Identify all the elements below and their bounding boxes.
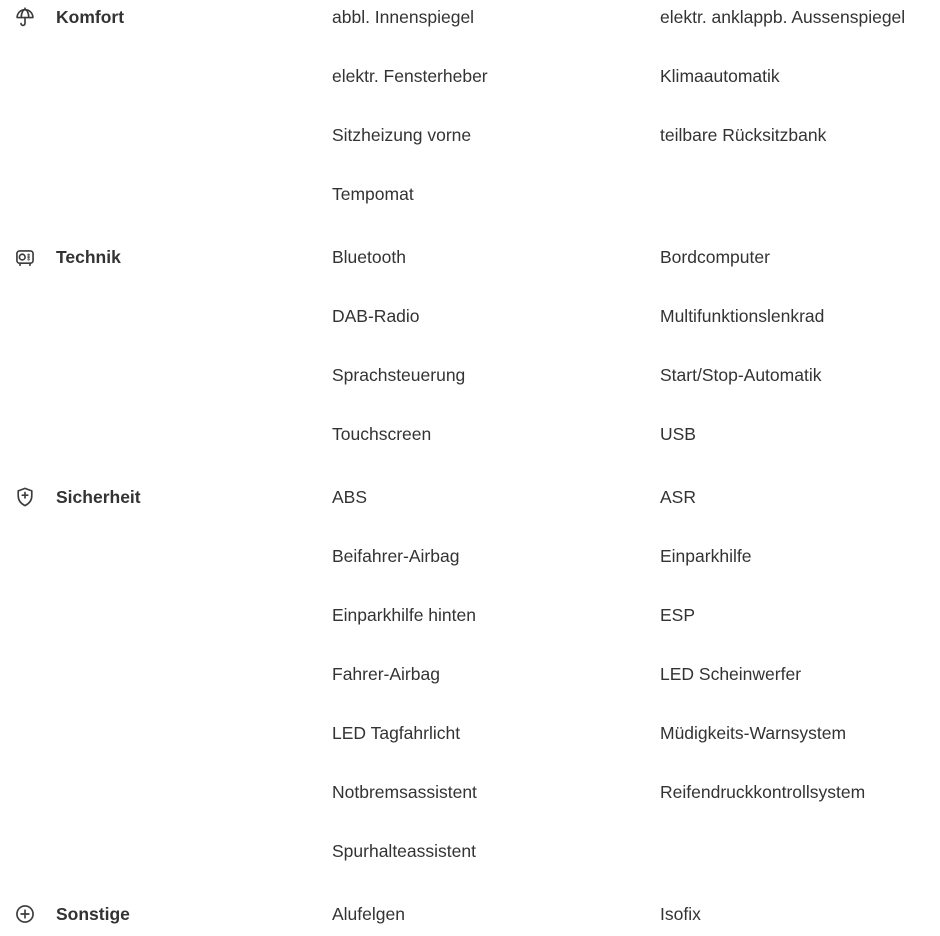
equipment-section-sonstige — [14, 902, 940, 926]
equipment-section-technik — [14, 245, 940, 446]
equipment-item: Start/Stop-Automatik — [660, 365, 822, 385]
equipment-item: Bordcomputer — [660, 247, 770, 267]
equipment-item: Bluetooth — [332, 247, 406, 267]
equipment-item: ESP — [660, 605, 696, 625]
radio-icon — [14, 245, 56, 268]
equipment-item: DAB-Radio — [332, 306, 420, 326]
equipment-section-sicherheit — [14, 485, 940, 863]
circle-plus-icon — [14, 902, 56, 925]
equipment-item: Klimaautomatik — [660, 66, 780, 86]
equipment-items-sicherheit — [332, 485, 940, 863]
equipment-item: LED Scheinwerfer — [660, 664, 802, 684]
category-title-komfort: Komfort — [56, 7, 125, 27]
equipment-item: Touchscreen — [332, 424, 432, 444]
equipment-item: LED Tagfahrlicht — [332, 723, 461, 743]
equipment-item: USB — [660, 424, 696, 444]
category-title-sonstige: Sonstige — [56, 904, 130, 924]
equipment-items-sonstige — [332, 902, 940, 926]
equipment-item: Multifunktionslenkrad — [660, 306, 825, 326]
equipment-item: elektr. anklappb. Aussenspiegel — [660, 7, 906, 27]
equipment-item: Isofix — [660, 904, 701, 924]
equipment-item: Spurhalteassistent — [332, 841, 476, 861]
equipment-item: ASR — [660, 487, 696, 507]
equipment-item: Sitzheizung vorne — [332, 125, 472, 145]
equipment-item: Sprachsteuerung — [332, 365, 466, 385]
equipment-item: Beifahrer-Airbag — [332, 546, 460, 566]
equipment-item: abbl. Innenspiegel — [332, 7, 475, 27]
umbrella-icon — [14, 5, 56, 28]
equipment-item: Notbremsassistent — [332, 782, 477, 802]
equipment-item: Alufelgen — [332, 904, 405, 924]
equipment-items-komfort — [332, 5, 940, 206]
equipment-item: teilbare Rücksitzbank — [660, 125, 827, 145]
shield-plus-icon — [14, 485, 56, 508]
equipment-item: Müdigkeits-Warnsystem — [660, 723, 847, 743]
equipment-item: Einparkhilfe — [660, 546, 752, 566]
equipment-item: Einparkhilfe hinten — [332, 605, 476, 625]
equipment-item: elektr. Fensterheber — [332, 66, 488, 86]
equipment-section-komfort — [14, 5, 940, 206]
category-title-technik: Technik — [56, 247, 121, 267]
equipment-item: Reifendruckkontrollsystem — [660, 782, 866, 802]
equipment-items-technik — [332, 245, 940, 446]
equipment-item: Tempomat — [332, 184, 414, 204]
equipment-item: ABS — [332, 487, 368, 507]
category-title-sicherheit: Sicherheit — [56, 487, 141, 507]
equipment-item: Fahrer-Airbag — [332, 664, 440, 684]
